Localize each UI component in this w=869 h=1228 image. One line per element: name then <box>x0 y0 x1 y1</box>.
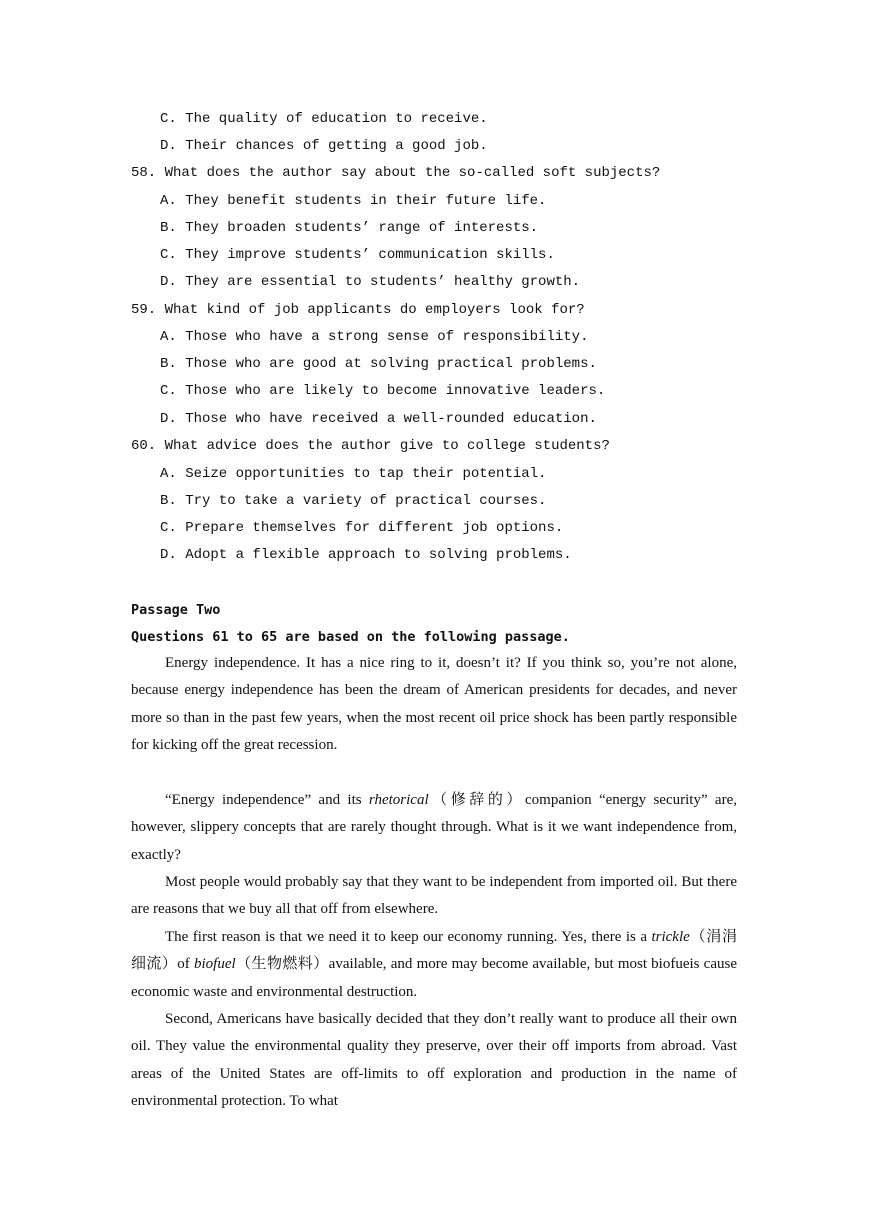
question-60: 60. What advice does the author give to college students? <box>131 438 610 454</box>
gloss-biofuel: （生物燃料） <box>235 956 329 973</box>
q58-option-d: D. They are essential to students’ healthy growth. <box>160 274 581 290</box>
question-58: 58. What does the author say about the so-called soft subjects? <box>131 165 661 181</box>
passage-paragraph-3 <box>131 869 737 924</box>
paragraph-2-text-a: “Energy independence” and its <box>165 792 369 808</box>
paragraph-4-text-a: The first reason is that we need it to keep our economy running. Yes, there is a <box>165 929 652 945</box>
passage-paragraph-4 <box>131 924 737 1006</box>
passage-instructions: Questions 61 to 65 are based on the following passage. <box>131 629 570 645</box>
term-trickle: trickle <box>651 929 690 945</box>
q59-option-c: C. Those who are likely to become innovative leaders. <box>160 383 606 399</box>
passage-heading: Passage Two <box>131 602 221 618</box>
q58-option-c: C. They improve students’ communication skills. <box>160 247 555 263</box>
passage-paragraph-2 <box>131 787 737 869</box>
paragraph-4-text-b: of <box>177 956 194 973</box>
paragraph-2-text-b: companion “energy security” are, however, slippery concepts that are rarely thought through. What is it we want independence from, exactly? <box>131 792 737 863</box>
q59-option-a: A. Those who have a strong sense of responsibility. <box>160 329 589 345</box>
q60-option-a: A. Seize opportunities to tap their potential. <box>160 466 547 482</box>
passage-paragraph-5 <box>131 1006 737 1115</box>
term-biofuel: biofuel <box>193 956 236 973</box>
q59-option-b: B. Those who are good at solving practical problems. <box>160 356 597 372</box>
paragraph-5-text: Second, Americans have basically decided that they don’t really want to produce all their own oil. They value the environmental quality they preserve, over their off imports from abroad. Vast areas of the United States are off-limits to off exploration and production in the name of environmental protection. To what <box>131 1011 737 1109</box>
paragraph-4-text-c: available, and more may become available, but most biofueis cause economic waste and environmental destruction. <box>131 956 737 1000</box>
paragraph-1-text: Energy independence. It has a nice ring to it, doesn’t it? If you think so, you’re not alone, because energy independence has been the dream of American presidents for decades, and never more so than in the past few years, when the most recent oil price shock has been partly responsible for kicking off the great recession. <box>131 655 737 753</box>
q57-option-c: C. The quality of education to receive. <box>160 111 488 127</box>
paragraph-3-text: Most people would probably say that they want to be independent from imported oil. But there are reasons that we buy all that off from elsewhere. <box>131 874 737 918</box>
q59-option-d: D. Those who have received a well-rounded education. <box>160 411 597 427</box>
question-59: 59. What kind of job applicants do employers look for? <box>131 302 585 318</box>
q60-option-d: D. Adopt a flexible approach to solving problems. <box>160 547 572 563</box>
term-rhetorical: rhetorical <box>368 792 429 808</box>
q60-option-c: C. Prepare themselves for different job options. <box>160 520 564 536</box>
q57-option-d: D. Their chances of getting a good job. <box>160 138 488 154</box>
gloss-rhetorical: （修辞的） <box>428 792 525 808</box>
q58-option-b: B. They broaden students’ range of interests. <box>160 220 539 236</box>
q58-option-a: A. They benefit students in their future life. <box>160 193 547 209</box>
q60-option-b: B. Try to take a variety of practical courses. <box>160 493 547 509</box>
gloss-trickle: （涓涓细流） <box>131 929 737 973</box>
passage-paragraph-1 <box>131 650 737 759</box>
